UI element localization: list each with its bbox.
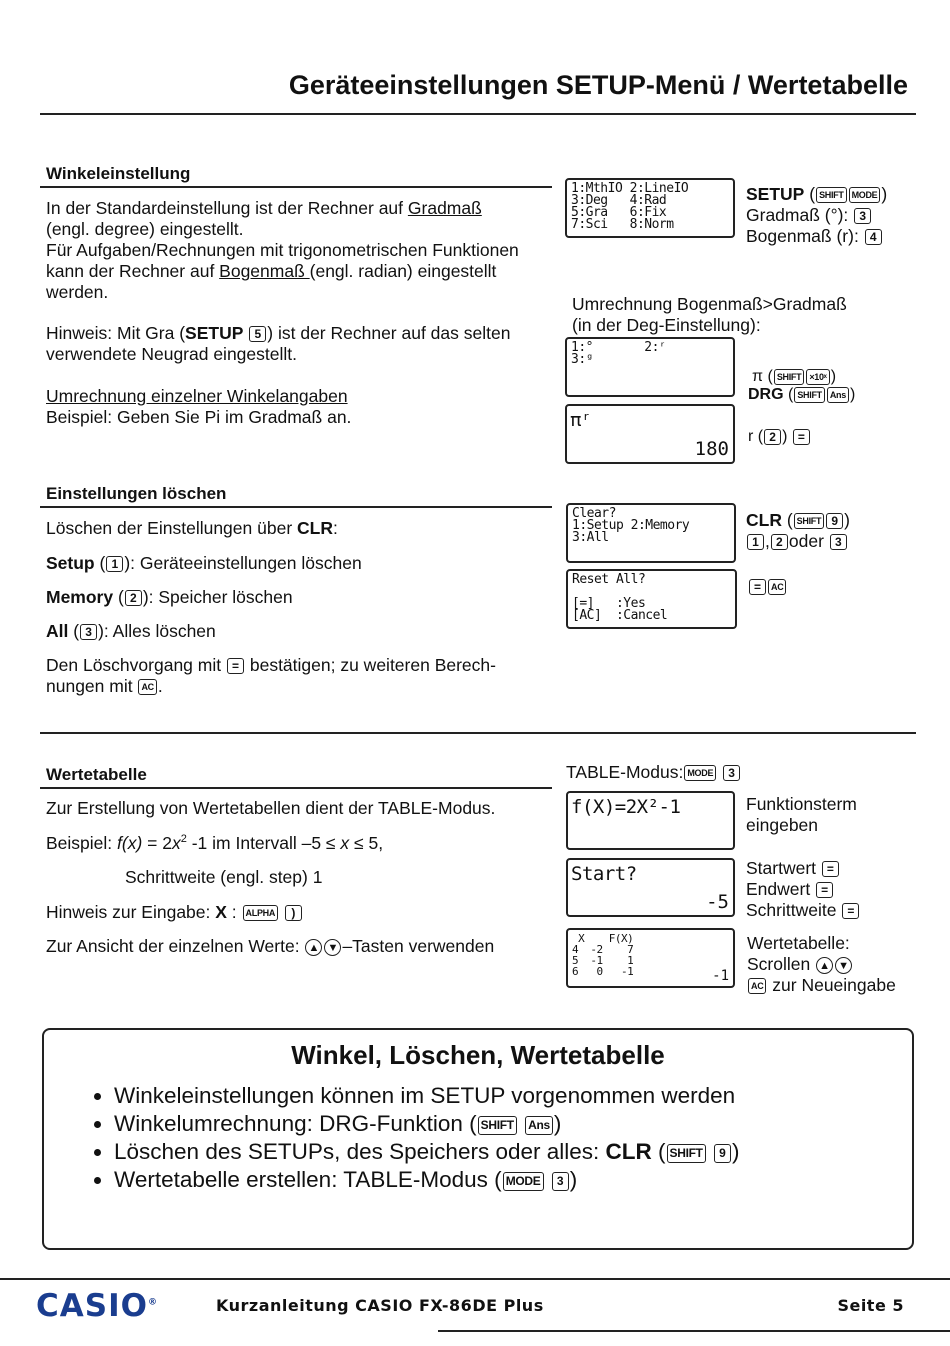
key-1-icon: 1 <box>747 534 764 550</box>
shift-key-icon: SHIFT <box>816 187 847 203</box>
equals-key-icon: = <box>822 861 839 877</box>
winkel-conversion: Umrechnung einzelner Winkelangaben Beispiel: Geben Sie Pi im Gradmaß an. <box>46 386 352 427</box>
ans-key-icon: Ans <box>525 1116 553 1135</box>
section-heading-winkel: Winkeleinstellung <box>46 164 191 183</box>
key-4-icon: 4 <box>865 229 882 245</box>
lcd-drg-menu: 1:° 2:ʳ 3:ᵍ <box>565 337 735 397</box>
wertetabelle-divider <box>40 787 552 789</box>
ans-key-icon: Ans <box>827 387 849 403</box>
setup-keys-note: SETUP ( SHIFT MODE ) Gradmaß (°): 3 Bogenmaß (r): 4 <box>746 184 888 246</box>
key-5-icon: 5 <box>249 326 266 342</box>
ac-key-icon: AC <box>768 579 786 595</box>
footer-page-number: Seite 5 <box>837 1296 904 1315</box>
summary-item: • Winkeleinstellungen können im SETUP vorgenommen werden <box>114 1082 739 1110</box>
lcd-start-input: Start? -5 <box>566 858 735 917</box>
shift-key-icon: SHIFT <box>774 369 805 385</box>
equals-key-icon: = <box>227 658 244 674</box>
middle-divider <box>40 732 916 734</box>
summary-heading: Winkel, Löschen, Wertetabelle <box>291 1040 665 1070</box>
reset-keys-note <box>748 576 787 597</box>
summary-item: • Löschen des SETUPs, des Speichers oder alles: CLR ( SHIFT 9 ) <box>114 1138 739 1166</box>
wertetabelle-step: Schrittweite (engl. step) 1 <box>125 867 323 887</box>
equals-key-icon: = <box>793 429 810 445</box>
drg-keys-note: π ( SHIFT ×10ˣ ) <box>752 368 837 385</box>
key-3-icon: 3 <box>723 765 740 781</box>
key-9-icon: 9 <box>826 513 843 529</box>
summary-item: • Wertetabelle erstellen: TABLE-Modus ( MODE 3 ) <box>114 1166 739 1194</box>
r-keys-note: r ( 2 ) = <box>748 428 811 446</box>
key-2-icon: 2 <box>764 429 781 445</box>
loeschen-intro: Löschen der Einstellungen über CLR: <box>46 518 338 538</box>
wertetabelle-example: Beispiel: $f(x) = 2x^2$ -1 im Intervall –5 ≤ x ≤ 5, <box>46 833 384 853</box>
lcd-pi-result: πʳ 180 <box>565 404 735 464</box>
down-arrow-icon: ▼ <box>835 957 852 974</box>
lcd-reset-confirm: Reset All? [=] :Yes [AC] :Cancel <box>566 569 737 629</box>
summary-box <box>42 1028 914 1250</box>
table-note: Wertetabelle: Scrollen ▲ ▼ AC zur Neueingabe <box>747 933 896 995</box>
wertetabelle-input-hint: Hinweis zur Eingabe: X : ALPHA ) <box>46 902 303 923</box>
section-heading-loeschen: Einstellungen löschen <box>46 484 227 503</box>
footer-bottom-rule <box>438 1330 950 1332</box>
wertetabelle-view: Zur Ansicht der einzelnen Werte: ▲ ▼ –Tasten verwenden <box>46 936 495 956</box>
key-1-icon: 1 <box>106 556 123 572</box>
shift-key-icon: SHIFT <box>667 1144 706 1163</box>
key-2-icon: 2 <box>771 534 788 550</box>
paren-key-icon: ) <box>285 905 302 921</box>
key-2-icon: 2 <box>125 590 142 606</box>
loeschen-memory: Memory ( 2 ): Speicher löschen <box>46 587 293 607</box>
mode-key-icon: MODE <box>684 765 716 781</box>
mode-key-icon: MODE <box>849 187 881 203</box>
shift-key-icon: SHIFT <box>794 387 825 403</box>
range-note: Startwert = Endwert = Schrittweite = <box>746 858 860 921</box>
alpha-key-icon: ALPHA <box>243 905 279 921</box>
key-9-icon: 9 <box>714 1144 731 1163</box>
winkel-paragraph: In der Standardeinstellung ist der Rechner auf Gradmaß (engl. degree) eingestellt. Für Aufgaben/Rechnungen mit trigonometrischen Funktionen kann der Rechner auf Bogenmaß (engl. radian) eingestellt werden. <box>46 198 519 302</box>
up-arrow-icon: ▲ <box>305 939 322 956</box>
equals-key-icon: = <box>749 579 766 595</box>
page-title: Geräteeinstellungen SETUP-Menü / Wertetabelle <box>288 70 908 100</box>
lcd-function-input: f(X)=2X²-1 <box>566 791 735 850</box>
down-arrow-icon: ▼ <box>324 939 341 956</box>
x10-key-icon: ×10ˣ <box>806 369 829 385</box>
mode-key-icon: MODE <box>503 1172 544 1191</box>
footer-guide-title: Kurzanleitung CASIO FX-86DE Plus <box>216 1296 544 1315</box>
ac-key-icon: AC <box>138 679 156 695</box>
equals-key-icon: = <box>842 903 859 919</box>
footer-divider <box>0 1278 950 1280</box>
loeschen-all: All ( 3 ): Alles löschen <box>46 621 216 641</box>
winkel-divider <box>40 186 552 188</box>
shift-key-icon: SHIFT <box>478 1116 517 1135</box>
loeschen-setup: Setup ( 1 ): Geräteeinstellungen löschen <box>46 553 362 573</box>
lcd-setup-menu: 1:MthIO 2:LineIO 3:Deg 4:Rad 5:Gra 6:Fix 7:Sci 8:Norm <box>565 178 735 238</box>
casio-logo: CASIO® <box>36 1288 157 1324</box>
up-arrow-icon: ▲ <box>816 957 833 974</box>
loeschen-confirm: Den Löschvorgang mit = bestätigen; zu weiteren Berech- nungen mit AC . <box>46 655 496 696</box>
summary-item: • Winkelumrechnung: DRG-Funktion ( SHIFT Ans ) <box>114 1110 739 1138</box>
table-mode-note: TABLE-Modus: MODE 3 <box>566 762 741 783</box>
ac-key-icon: AC <box>748 978 766 994</box>
section-heading-wertetabelle: Wertetabelle <box>46 765 147 784</box>
wertetabelle-intro: Zur Erstellung von Wertetabellen dient der TABLE-Modus. <box>46 798 496 818</box>
key-3-icon: 3 <box>830 534 847 550</box>
shift-key-icon: SHIFT <box>794 513 825 529</box>
drg-label-line: DRG ( SHIFT Ans ) <box>748 386 856 403</box>
winkel-hint: Hinweis: Mit Gra (SETUP 5 ) ist der Rechner auf das selten verwendete Neugrad eingestellt. <box>46 323 511 364</box>
loeschen-divider <box>40 506 552 508</box>
clr-keys-note: CLR ( SHIFT 9 ) 1 , 2 oder 3 <box>746 510 850 551</box>
conversion-note: Umrechnung Bogenmaß>Gradmaß (in der Deg-Einstellung): <box>572 294 847 335</box>
lcd-value-table: X F(X) 4 -2 7 5 -1 1 6 0 -1 -1 <box>566 928 735 988</box>
equals-key-icon: = <box>816 882 833 898</box>
summary-list <box>94 1082 739 1194</box>
key-3-icon: 3 <box>552 1172 569 1191</box>
key-3-icon: 3 <box>854 208 871 224</box>
lcd-clear-menu: Clear? 1:Setup 2:Memory 3:All <box>566 503 736 563</box>
function-note: Funktionsterm eingeben <box>746 794 857 835</box>
title-divider <box>40 113 916 115</box>
key-3-icon: 3 <box>80 624 97 640</box>
